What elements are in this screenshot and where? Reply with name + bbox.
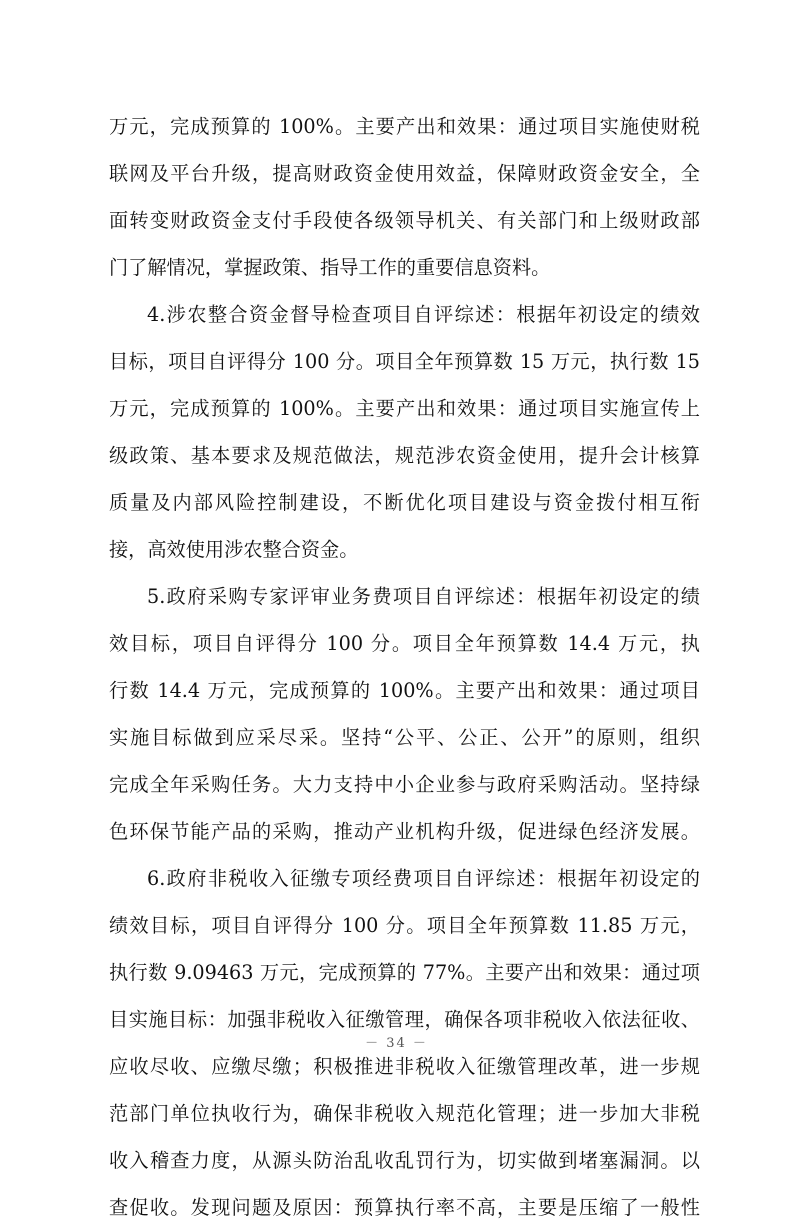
text-line: 万元，完成预算的 100%。主要产出和效果：通过项目实施使财税 xyxy=(109,115,700,138)
text-line: 效目标，项目自评得分 100 分。项目全年预算数 14.4 万元，执 xyxy=(109,632,700,655)
body-text xyxy=(109,103,700,1231)
text-line: 质量及内部风险控制建设，不断优化项目建设与资金拨付相互衔 xyxy=(109,491,700,514)
text-line: 实施目标做到应采尽采。坚持“公平、公正、公开”的原则，组织 xyxy=(109,726,700,749)
text-line: 执行数 9.09463 万元，完成预算的 77%。主要产出和效果：通过项 xyxy=(109,961,700,984)
text-line: 级政策、基本要求及规范做法，规范涉农资金使用，提升会计核算 xyxy=(109,444,700,467)
text-line: 目实施目标：加强非税收入征缴管理，确保各项非税收入依法征收、 xyxy=(109,1008,700,1031)
text-line: 完成全年采购任务。大力支持中小企业参与政府采购活动。坚持绿 xyxy=(109,773,700,796)
text-line: 收入稽查力度，从源头防治乱收乱罚行为，切实做到堵塞漏洞。以 xyxy=(109,1149,700,1172)
text-line: 查促收。发现问题及原因：预算执行率不高，主要是压缩了一般性 xyxy=(109,1196,700,1219)
text-line: 联网及平台升级，提高财政资金使用效益，保障财政资金安全，全 xyxy=(109,162,700,185)
text-line: 行数 14.4 万元，完成预算的 100%。主要产出和效果：通过项目 xyxy=(109,679,700,702)
text-line: 万元，完成预算的 100%。主要产出和效果：通过项目实施宣传上 xyxy=(109,397,700,420)
text-line: 范部门单位执收行为，确保非税收入规范化管理；进一步加大非税 xyxy=(109,1102,700,1125)
text-line: 色环保节能产品的采购，推动产业机构升级，促进绿色经济发展。 xyxy=(109,820,700,843)
text-line: 门了解情况，掌握政策、指导工作的重要信息资料。 xyxy=(109,256,551,279)
paragraph-4-first-line: 4.涉农整合资金督导检查项目自评综述：根据年初设定的绩效 xyxy=(147,303,700,326)
text-line: 接，高效使用涉农整合资金。 xyxy=(109,538,359,561)
text-line: 应收尽收、应缴尽缴；积极推进非税收入征缴管理改革，进一步规 xyxy=(109,1055,700,1078)
text-line: 面转变财政资金支付手段使各级领导机关、有关部门和上级财政部 xyxy=(109,209,700,232)
paragraph-5-first-line: 5.政府采购专家评审业务费项目自评综述：根据年初设定的绩 xyxy=(147,585,700,608)
paragraph-6-first-line: 6.政府非税收入征缴专项经费项目自评综述：根据年初设定的 xyxy=(147,867,700,890)
text-line: 绩效目标，项目自评得分 100 分。项目全年预算数 11.85 万元， xyxy=(109,914,700,937)
text-line: 目标，项目自评得分 100 分。项目全年预算数 15 万元，执行数 15 xyxy=(109,350,700,373)
page-number: － 34 － xyxy=(365,1036,428,1051)
